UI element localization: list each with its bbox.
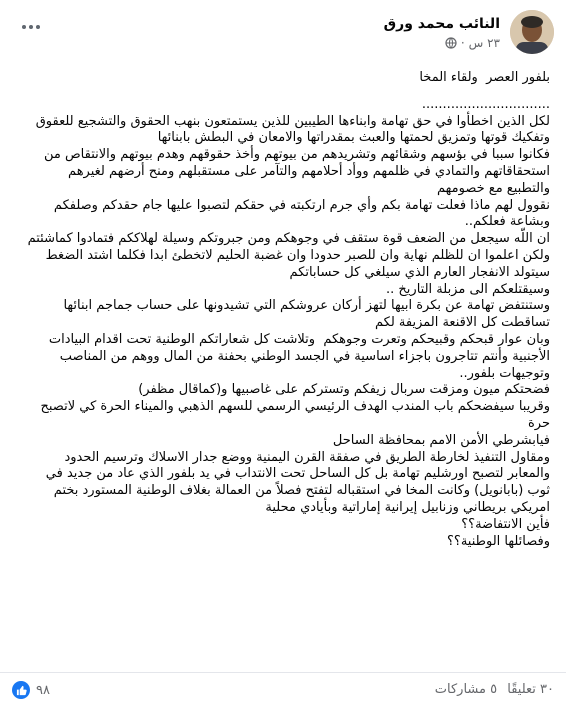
engagement-counts — [429, 682, 554, 697]
post-text-line: ............................... — [421, 96, 550, 112]
post-header — [12, 10, 554, 56]
post-footer — [0, 672, 566, 703]
post-text-line: استحقاقاتهم والتمادي في ظلمهم ووأد أحلامهم والتآمر على مستقبلهم ومنح أرضهم لغيرهم — [68, 163, 550, 179]
post-text-line: فيابشرطي الأمن الامم بمحافظة الساحل — [332, 432, 550, 448]
post-text-line: والمعابر لتصبح اورشليم تهامة بل كل الساحل تحت الانتداب في يد بلفور الذي عاد من جديد في — [45, 466, 550, 482]
post-text-line: تساقطت كل الاقنعة المزيفة لكم — [374, 315, 550, 331]
reactions-summary[interactable] — [12, 681, 50, 699]
post-text-line: وقريبا سيفضحكم باب المندب الهدف الرئيسي الرسمي للسهم الذهبي والميناء الحرة كي لاتصبح — [40, 399, 550, 415]
author-name[interactable]: النائب محمد ورق — [383, 16, 500, 32]
post-text-line: ان اللّه سيجعل من الضعف قوة ستقف في وجوهكم ومن جبروتكم وسيلة لهلاككم فتمادوا كماشئتم — [27, 231, 550, 247]
post-text-line: امريكي بريطاني وزنابيل إيرانية إماراتية وبأيادي محلية — [265, 499, 550, 515]
post-text-line: سيتولد الانفجار العارم الذي سيلغي كل حساباتكم — [289, 264, 550, 280]
avatar-image — [510, 10, 554, 54]
post-meta: ٢٣ س · — [445, 36, 500, 50]
shares-count[interactable]: ٥ مشاركات — [434, 682, 498, 697]
post-text-line: لكل الذين اخطأوا في حق تهامة وابناءها الطيبين للذين يستمتعون بنهب الحقوق والتشجيع للعقوق — [35, 113, 550, 129]
post-text-line: وتفكيك قوتها وتمزيق لحمتها والعبث بمقدراتها والامعان في البطش بابنائها — [157, 130, 550, 146]
post-text-line: وتوجيهات بلفور.. — [459, 365, 550, 381]
post-text-line: فكانوا سببا في بؤسهم وشقائهم وتشريدهم من بيوتهم وأخذ حقوقهم وهدم بيوتهم والانتقاص من — [43, 147, 550, 163]
post-text-line: ثوب (بابانويل) وكانت المخا في استقباله لتفتح فصلاً من العمالة بغلاف الوطنية المستورد بختم — [53, 483, 550, 499]
post-text-line: وبان عوار قبحكم وقبيحكم وتعرت وجوهكم وتلاشت كل شعاراتكم الوطنية تحت اقدام البيادات — [48, 331, 550, 347]
post-text-line: وسيقتلعكم الى مزبلة التاريخ .. — [386, 281, 550, 297]
post-body — [14, 70, 550, 550]
post-text-line: فضحتكم ميون ومزقت سربال زيفكم وتستركم على غاصبيها و(كماقال مظفر) — [138, 382, 550, 398]
reaction-count: ٩٨ — [36, 682, 50, 698]
comments-count[interactable]: ٣٠ تعليقًا — [507, 682, 554, 697]
post-text-line: فأين الانتفاضة؟؟ — [461, 516, 550, 532]
like-icon — [12, 681, 30, 699]
post-text-line — [14, 87, 550, 97]
post-text-line: نقوول لهم ماذا فعلت تهامة بكم وأي جرم ارتكبته في حقكم لتصبوا عليها جام حقدكم وصلفكم — [53, 197, 550, 213]
post-text-line: وفصائلها الوطنية؟؟ — [447, 533, 550, 549]
post-text-line: وستنتفض تهامة عن بكرة ابيها لتهز أركان عروشكم التي تشيدونها على حساب جماجم ابنائها — [63, 298, 550, 314]
globe-icon — [445, 37, 457, 49]
author-avatar[interactable] — [510, 10, 554, 54]
post-text-line: ولكن اعلموا ان للظلم نهاية وان للصبر حدودا وان غضبة الحليم لاتخطئ ابدا فكلما اشتد الضغط — [45, 247, 550, 263]
post-text-line: والتطبيع مع خصومهم — [437, 180, 550, 196]
more-options-icon[interactable] — [22, 20, 46, 34]
post-text-line: الأجنبية وأنتم تتاجرون باجزاء اساسية في الجسد الوطني بحفنة من المال ووهم من المناصب — [59, 348, 550, 364]
post-text-line: وبشاعة فعلكم.. — [464, 214, 550, 230]
post-text-line: حرة — [527, 415, 550, 431]
post-text-line: ومقاول التنفيذ لخارطة الطريق في صفقة القرن اليمنية ووضع جدار الاسلاك وترسيم الحدود — [64, 449, 550, 465]
post-text-line: بلفور العصر ولقاء المخا — [419, 70, 550, 85]
post-time[interactable]: ٢٣ س — [468, 36, 500, 50]
